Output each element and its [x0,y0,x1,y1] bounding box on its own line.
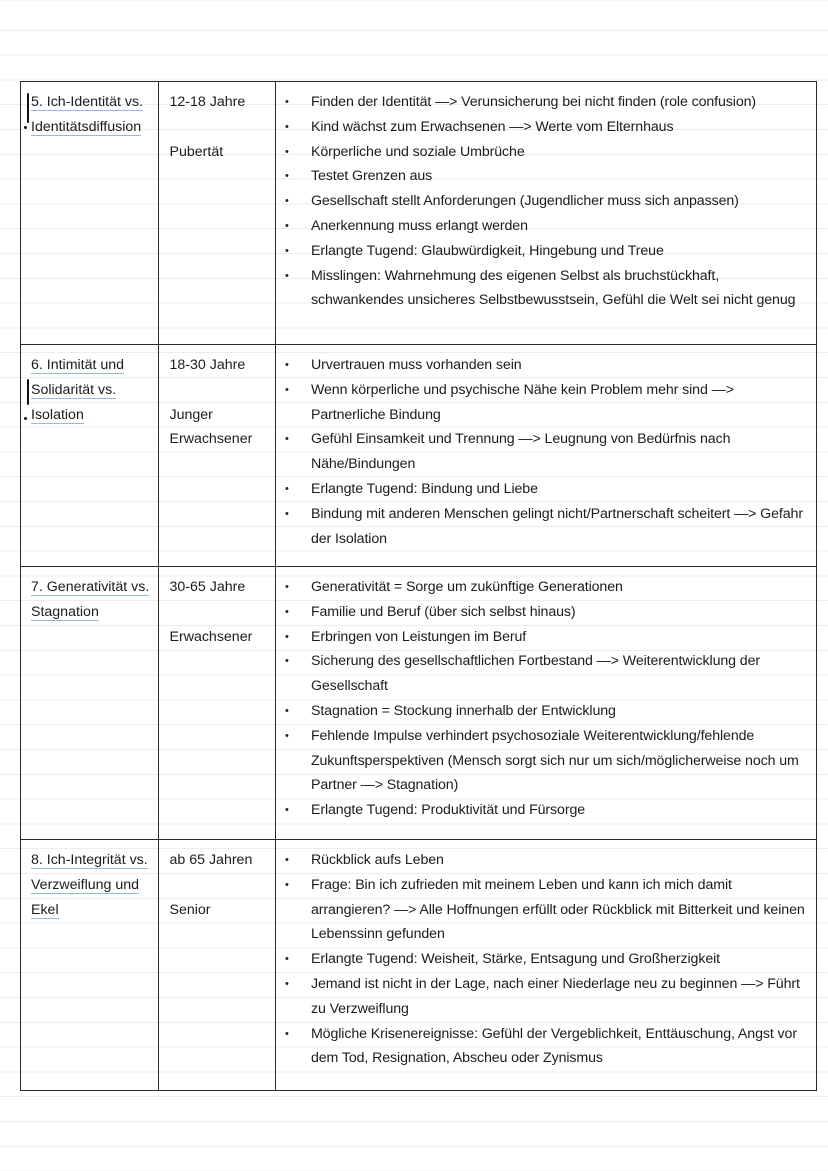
list-item: • Fehlende Impulse verhindert psychosoziale Weiterentwicklung/fehlende Zukunftsperspektiven (Mensch sorgt sich nur um sich/möglicherweise noch um Partner —> Stagnation) [276,724,812,798]
notes-list [276,840,816,1079]
stage-title: Ekel [31,901,59,918]
bullet-icon: • [284,269,289,282]
list-item: • Testet Grenzen aus [276,164,812,189]
bullet-icon: • [284,219,289,232]
stage-cell [21,567,159,840]
stage-title: Isolation [31,406,84,423]
margin-dot [24,126,27,129]
stage-title: 7. Generativität vs. [31,579,150,595]
list-item: • Familie und Beruf (über sich selbst hinaus) [276,600,812,625]
table-row [21,82,817,345]
bullet-icon: • [284,804,289,817]
list-item: • Stagnation = Stockung innerhalb der Entwicklung [276,699,812,724]
notes-list [276,82,816,321]
age-label: Erwachsener [169,431,253,448]
list-item: • Rückblick aufs Leben [276,848,812,873]
stage-title: 6. Intimität und [31,357,125,373]
age-range: ab 65 Jahren [169,852,253,868]
list-item: • Gesellschaft stellt Anforderungen (Jugendlicher muss sich anpassen) [276,189,812,214]
stage-title: 8. Ich-Integrität vs. [31,852,148,868]
margin-dot [24,417,27,420]
bullet-icon: • [284,482,289,495]
notes-list [276,567,816,831]
notes-cell [275,82,816,345]
notes-cell [275,345,816,567]
bullet-icon: • [284,433,289,446]
table-row [21,345,817,567]
list-item: • Gefühl Einsamkeit und Trennung —> Leugnung von Bedürfnis nach Nähe/Bindungen [276,427,812,477]
age-range: 12-18 Jahre [169,94,246,110]
bullet-icon: • [284,655,289,668]
list-item: • Erlangte Tugend: Glaubwürdigkeit, Hingebung und Treue [276,239,812,264]
list-item: • Anerkennung muss erlangt werden [276,214,812,239]
bullet-icon: • [284,977,289,990]
list-item: • Körperliche und soziale Umbrüche [276,140,812,165]
list-item: • Erlangte Tugend: Bindung und Liebe [276,477,812,502]
stage-cell [21,82,159,345]
bullet-icon: • [284,244,289,257]
age-label: Senior [169,901,211,918]
list-item: • Frage: Bin ich zufrieden mit meinem Leben und kann ich mich damit arrangieren? —> Alle Hoffnungen erfüllt oder Rückblick mit Bitterkeit und keinen Lebenssinn gefunden [276,873,812,947]
age-cell [158,567,275,840]
list-item: • Bindung mit anderen Menschen gelingt nicht/Partnerschaft scheitert —> Gefahr der Isolation [276,502,812,552]
bullet-icon: • [284,704,289,717]
bullet-icon: • [284,195,289,208]
table-row [21,567,817,840]
bullet-icon: • [284,170,289,183]
stage-title: Stagnation [31,603,99,620]
notes-cell [275,840,816,1091]
list-item: • Finden der Identität —> Verunsicherung bei nicht finden (role confusion) [276,90,812,115]
list-item: • Erbringen von Leistungen im Beruf [276,625,812,650]
notes-cell [275,567,816,840]
stage-cell [21,840,159,1091]
stage-cell [21,345,159,567]
age-range: 18-30 Jahre [169,357,246,373]
bullet-icon: • [284,581,289,593]
stage-title: 5. Ich-Identität vs. [31,94,143,110]
bullet-icon: • [284,96,289,108]
bullet-icon: • [284,605,289,618]
age-label: Pubertät [169,143,224,160]
age-cell [158,840,275,1091]
list-item: • Jemand ist nicht in der Lage, nach einer Niederlage neu zu beginnen —> Führt zu Verzweiflung [276,972,812,1022]
list-item: • Generativität = Sorge um zukünftige Generationen [276,575,812,600]
list-item: • Mögliche Krisenereignisse: Gefühl der Vergeblichkeit, Enttäuschung, Angst vor dem Tod, Resignation, Abscheu oder Zynismus [276,1022,812,1072]
bullet-icon: • [284,1027,289,1040]
list-item: • Erlangte Tugend: Produktivität und Fürsorge [276,798,812,823]
age-cell [158,345,275,567]
list-item: • Sicherung des gesellschaftlichen Fortbestand —> Weiterentwicklung der Gesellschaft [276,649,812,699]
bullet-icon: • [284,953,289,966]
stage-title: Identitätsdiffusion [31,118,142,135]
list-item: • Kind wächst zum Erwachsenen —> Werte vom Elternhaus [276,115,812,140]
age-label: Erwachsener [169,628,253,645]
bullet-icon: • [284,507,289,520]
list-item: • Erlangte Tugend: Weisheit, Stärke, Entsagung und Großherzigkeit [276,947,812,972]
list-item: • Wenn körperliche und psychische Nähe kein Problem mehr sind —> Partnerliche Bindung [276,378,812,428]
bullet-icon: • [284,359,289,371]
erikson-stages-table [20,81,817,1091]
bullet-icon: • [284,630,289,643]
age-range: 30-65 Jahre [169,579,246,595]
bullet-icon: • [284,120,289,133]
stage-title: Solidarität vs. [31,381,117,398]
list-item: • Misslingen: Wahrnehmung des eigenen Selbst als bruchstückhaft, schwankendes unsicheres Selbstbewusstsein, Gefühl die Welt sei nicht genug [276,264,812,314]
age-label: Junger [169,406,213,423]
stage-title: Verzweiflung und [31,876,140,893]
list-item: • Urvertrauen muss vorhanden sein [276,353,812,378]
age-cell [158,82,275,345]
notes-list [276,345,816,559]
bullet-icon: • [284,854,289,866]
bullet-icon: • [284,729,289,742]
table-row [21,840,817,1091]
bullet-icon: • [284,383,289,396]
bullet-icon: • [284,878,289,891]
bullet-icon: • [284,145,289,158]
